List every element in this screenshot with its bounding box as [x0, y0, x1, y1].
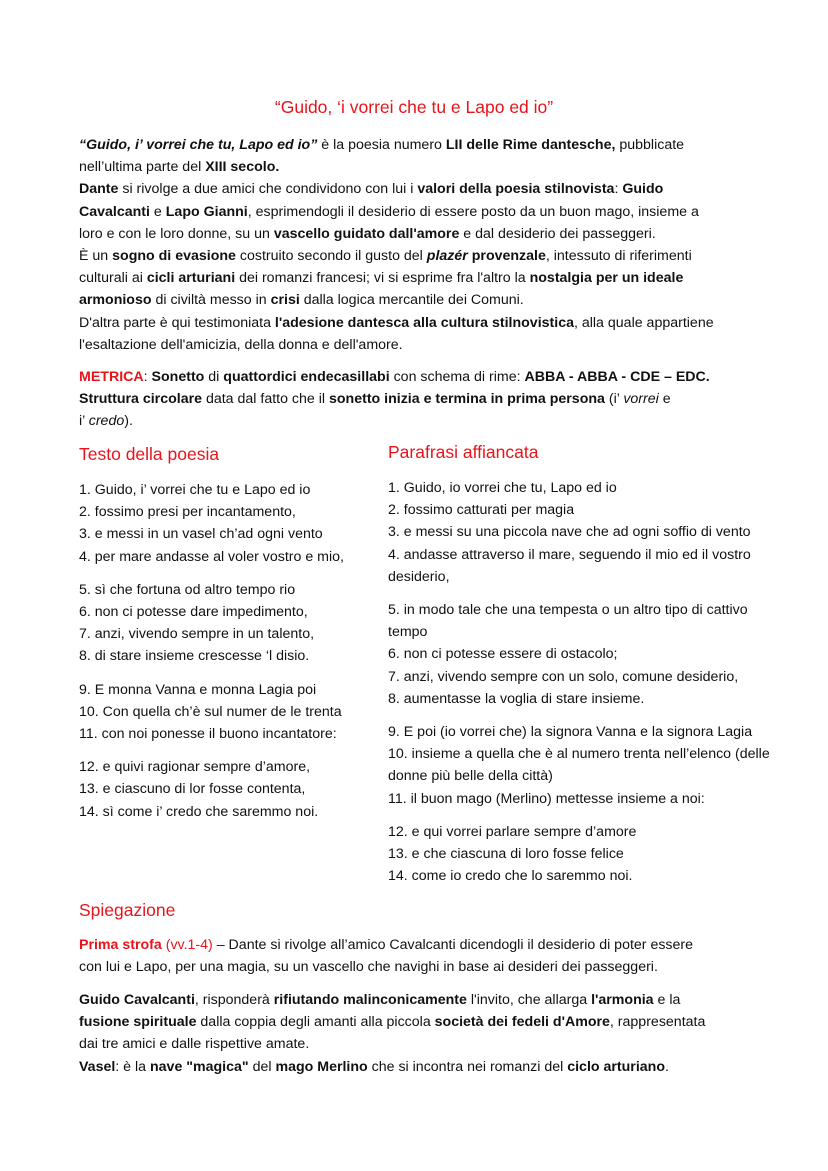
- stanza-group: [79, 679, 379, 746]
- spiegazione-bold: nave "magica": [150, 1058, 249, 1075]
- spiegazione-heading: Spiegazione: [79, 900, 176, 920]
- verse-range: (vv.1-4): [161, 937, 213, 953]
- poem-line: 1. Guido, i’ vorrei che tu e Lapo ed io: [79, 482, 311, 498]
- intro-bold: vascello guidato dall'amore: [273, 225, 460, 242]
- intro-text: è la poesia numero: [317, 137, 446, 153]
- intro-text: e: [149, 203, 166, 220]
- metrica-bold: sonetto inizia e termina in prima persona: [328, 391, 605, 408]
- intro-text: :: [614, 181, 623, 198]
- spiegazione-bold: ciclo arturiano: [567, 1058, 665, 1075]
- intro-text: , alla quale appartiene: [573, 314, 714, 331]
- metrica-bold: quattordici endecasillabi: [223, 369, 390, 385]
- intro-text: di civiltà messo in: [151, 292, 271, 309]
- metrica-bold: Sonetto: [151, 369, 205, 385]
- intro-text: nell’ultima parte del: [79, 159, 206, 176]
- metrica-italic: vorrei: [623, 391, 659, 408]
- prima-strofa-label: Prima strofa: [79, 937, 162, 953]
- spiegazione-text: : è la: [115, 1058, 150, 1075]
- poem-title-ref: “Guido, i’ vorrei che tu, Lapo ed io”: [79, 137, 318, 153]
- poem-line: 6. non ci potesse dare impedimento,: [79, 604, 308, 621]
- intro-bold: XIII secolo.: [205, 159, 280, 176]
- rhyme-scheme: ABBA - ABBA - CDE – EDC.: [524, 369, 710, 385]
- intro-text: dalla logica mercantile dei Comuni.: [299, 292, 524, 309]
- intro-bold: cicli arturiani: [146, 270, 236, 287]
- paraphrase-line: 5. in modo tale che una tempesta o un altro tipo di cattivo: [388, 602, 748, 619]
- stanza-group: [388, 599, 808, 710]
- spiegazione-bold: Guido Cavalcanti: [79, 992, 195, 1008]
- metrica-text: con schema di rime:: [389, 369, 525, 385]
- metrica-text: :: [143, 369, 152, 385]
- intro-text: l'esaltazione dell'amicizia, della donna e dell'amore.: [79, 336, 403, 353]
- intro-text: si rivolge a due amici che condividono con lui i: [118, 181, 418, 198]
- spiegazione-text: del: [248, 1058, 276, 1075]
- spiegazione-bold: fusione spirituale: [79, 1014, 197, 1031]
- paraphrase-line: 11. il buon mago (Merlino) mettesse insieme a noi:: [388, 790, 705, 807]
- intro-bold: l'adesione dantesca alla cultura stilnovistica: [274, 314, 574, 331]
- poem-line: 12. e quivi ragionar sempre d’amore,: [79, 759, 311, 776]
- intro-text: D'altra parte è qui testimoniata: [79, 314, 275, 331]
- poem-line: 8. di stare insieme crescesse ‘l disio.: [79, 648, 310, 665]
- poem-line: 11. con noi ponesse il buono incantatore:: [79, 726, 337, 743]
- testo-heading: Testo della poesia: [79, 444, 220, 464]
- metrica-paragraph: [79, 366, 759, 433]
- spiegazione-text: – Dante si rivolge all’amico Cavalcanti dicendogli il desiderio di poter essere: [212, 937, 694, 953]
- metrica-text: (i’: [604, 391, 624, 408]
- poem-line: 14. sì come i’ credo che saremmo noi.: [79, 803, 319, 820]
- paraphrase-line: 2. fossimo catturati per magia: [388, 502, 575, 519]
- paraphrase-line: 4. andasse attraverso il mare, seguendo il mio ed il vostro: [388, 546, 751, 563]
- intro-bold-italic: plazér: [426, 248, 468, 265]
- spiegazione-bold: società dei fedeli d'Amore: [434, 1014, 610, 1031]
- stanza-group: [388, 821, 808, 888]
- metrica-italic: credo: [88, 413, 125, 430]
- prima-strofa-paragraph: [79, 934, 759, 978]
- metrica-label: METRICA: [79, 369, 144, 385]
- paraphrase-line: 12. e qui vorrei parlare sempre d’amore: [388, 823, 637, 840]
- spiegazione-text: con lui e Lapo, per una magia, su un vascello che navighi in base ai desideri dei passeggeri.: [79, 959, 658, 976]
- intro-bold: Dante: [79, 181, 119, 198]
- poem-line: 13. e ciascuno di lor fosse contenta,: [79, 781, 306, 798]
- spiegazione-bold: Vasel: [79, 1058, 116, 1075]
- paraphrase-column: [388, 477, 808, 898]
- stanza-group: [388, 477, 808, 588]
- paraphrase-line: 14. come io credo che lo saremmo noi.: [388, 868, 633, 885]
- paraphrase-line: 3. e messi su una piccola nave che ad ogni soffio di vento: [388, 524, 751, 541]
- spiegazione-bold: rifiutando malinconicamente: [273, 992, 467, 1008]
- metrica-text: ).: [124, 413, 133, 430]
- metrica-text: e: [658, 391, 671, 408]
- intro-bold: sogno di evasione: [112, 248, 236, 265]
- intro-text: culturali ai: [79, 270, 147, 287]
- spiegazione-bold: l'armonia: [591, 992, 654, 1008]
- intro-text: costruito secondo il gusto del: [235, 248, 427, 265]
- spiegazione-text: dai tre amici e dalle rispettive amate.: [79, 1036, 310, 1053]
- paraphrase-line: 6. non ci potesse essere di ostacolo;: [388, 646, 618, 663]
- intro-bold: Lapo Gianni: [165, 203, 248, 220]
- metrica-text: di: [204, 369, 224, 385]
- metrica-text: i’: [79, 413, 89, 430]
- poem-line: 9. E monna Vanna e monna Lagia poi: [79, 681, 317, 698]
- spiegazione-text: l'invito, che allarga: [466, 992, 592, 1008]
- paraphrase-line: donne più belle della città): [388, 768, 553, 785]
- paraphrase-line: 13. e che ciascuna di loro fosse felice: [388, 846, 624, 863]
- spiegazione-text: , rappresentata: [609, 1014, 706, 1031]
- poem-line: 10. Con quella ch’è sul numer de le trenta: [79, 703, 342, 720]
- paraphrase-line: 7. anzi, vivendo sempre con un solo, comune desiderio,: [388, 668, 739, 685]
- intro-text: , intessuto di riferimenti: [545, 248, 692, 265]
- intro-bold: LII delle Rime dantesche,: [445, 137, 616, 153]
- parafrasi-heading: Parafrasi affiancata: [388, 442, 539, 462]
- stanza-group: [79, 756, 379, 823]
- stanza-group: [79, 579, 379, 668]
- intro-text: loro e con le loro donne, su un: [79, 225, 274, 242]
- page-title: “Guido, ‘i vorrei che tu e Lapo ed io”: [274, 97, 554, 117]
- metrica-bold: Struttura circolare: [79, 391, 202, 408]
- intro-bold: valori della poesia stilnovista: [417, 181, 615, 198]
- intro-text: e dal desiderio dei passeggeri.: [459, 225, 656, 242]
- intro-bold: Cavalcanti: [79, 203, 150, 220]
- poem-line: 2. fossimo presi per incantamento,: [79, 504, 296, 521]
- spiegazione-text: che si incontra nei romanzi del: [367, 1058, 568, 1075]
- paraphrase-line: desiderio,: [388, 568, 450, 585]
- intro-text: pubblicate: [615, 137, 685, 153]
- intro-bold: armonioso: [79, 292, 152, 309]
- spiegazione-text: dalla coppia degli amanti alla piccola: [196, 1014, 435, 1031]
- poem-line: 4. per mare andasse al voler vostro e mio,: [79, 548, 344, 565]
- cavalcanti-paragraph: [79, 989, 759, 1078]
- stanza-group: [388, 721, 808, 810]
- poem-text-column: [79, 479, 379, 834]
- poem-line: 5. sì che fortuna od altro tempo rio: [79, 581, 296, 598]
- spiegazione-text: e la: [653, 992, 681, 1008]
- spiegazione-text: .: [664, 1058, 669, 1075]
- paraphrase-line: 1. Guido, io vorrei che tu, Lapo ed io: [388, 480, 617, 496]
- intro-text: , esprimendogli il desiderio di essere posto da un buon mago, insieme a: [247, 203, 699, 220]
- spiegazione-bold: mago Merlino: [275, 1058, 368, 1075]
- stanza-group: [79, 479, 379, 568]
- intro-bold: provenzale: [471, 248, 546, 265]
- intro-bold: crisi: [270, 292, 300, 309]
- intro-bold: Guido: [622, 181, 664, 198]
- paraphrase-line: 8. aumentasse la voglia di stare insieme.: [388, 690, 645, 707]
- paraphrase-line: tempo: [388, 624, 428, 641]
- poem-line: 3. e messi in un vasel ch’ad ogni vento: [79, 526, 323, 543]
- intro-text: dei romanzi francesi; vi si esprime fra l'altro la: [235, 270, 530, 287]
- intro-paragraph: [79, 134, 759, 356]
- metrica-text: data dal fatto che il: [202, 391, 329, 408]
- spiegazione-text: , risponderà: [194, 992, 274, 1008]
- poem-line: 7. anzi, vivendo sempre in un talento,: [79, 626, 315, 643]
- paraphrase-line: 9. E poi (io vorrei che) la signora Vanna e la signora Lagia: [388, 724, 753, 741]
- paraphrase-line: 10. insieme a quella che è al numero trenta nell’elenco (delle: [388, 746, 770, 763]
- intro-bold: nostalgia per un ideale: [529, 270, 684, 287]
- intro-text: È un: [79, 248, 113, 265]
